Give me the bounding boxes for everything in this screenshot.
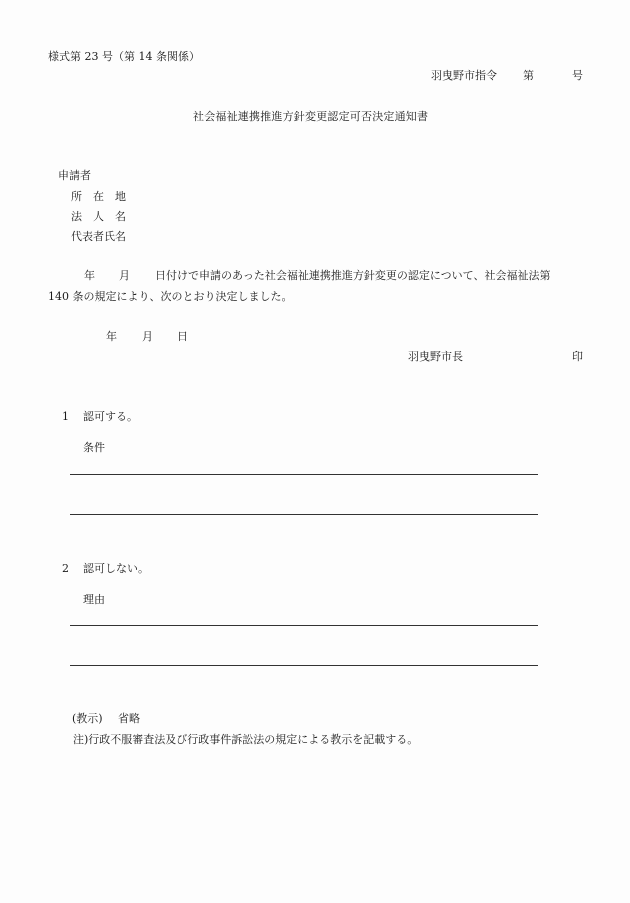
date-month: 月 bbox=[142, 330, 153, 343]
representative-name-label: 代表者氏名 bbox=[71, 230, 126, 243]
applicant-heading: 申請者 bbox=[58, 169, 91, 182]
issuer-label: 羽曳野市指令 bbox=[431, 69, 497, 82]
seal-mark: 印 bbox=[572, 350, 583, 363]
decision-1-text: 認可する。 bbox=[83, 410, 138, 423]
conditions-line-1 bbox=[70, 474, 538, 475]
body-month: 月 bbox=[119, 269, 130, 282]
reason-line-2 bbox=[70, 665, 538, 666]
mayor-title: 羽曳野市長 bbox=[408, 350, 463, 363]
decision-1-number: 1 bbox=[62, 410, 69, 423]
footnote: 注)行政不服審査法及び行政事件訴訟法の規定による教示を記載する。 bbox=[73, 733, 419, 746]
date-day: 日 bbox=[177, 330, 188, 343]
number-prefix: 第 bbox=[523, 69, 534, 82]
decision-2-number: 2 bbox=[62, 562, 69, 575]
body-line-1: 日付けで申請のあった社会福祉連携推進方針変更の認定について、社会福祉法第 bbox=[155, 269, 551, 282]
date-year: 年 bbox=[106, 330, 117, 343]
document-title: 社会福祉連携推進方針変更認定可否決定通知書 bbox=[193, 110, 429, 123]
conditions-line-2 bbox=[70, 514, 538, 515]
instruction-value: 省略 bbox=[118, 712, 140, 725]
instruction-label: (教示) bbox=[72, 712, 103, 725]
reason-label: 理由 bbox=[83, 593, 105, 606]
decision-2-text: 認可しない。 bbox=[83, 562, 149, 575]
body-year: 年 bbox=[84, 269, 95, 282]
number-suffix: 号 bbox=[572, 69, 583, 82]
corporation-name-label: 法 人 名 bbox=[71, 210, 126, 223]
conditions-label: 条件 bbox=[83, 441, 105, 454]
body-line-2: 140 条の規定により、次のとおり決定しました。 bbox=[48, 290, 293, 303]
address-label: 所 在 地 bbox=[71, 190, 126, 203]
form-number-label: 様式第 23 号（第 14 条関係） bbox=[48, 50, 200, 63]
reason-line-1 bbox=[70, 625, 538, 626]
